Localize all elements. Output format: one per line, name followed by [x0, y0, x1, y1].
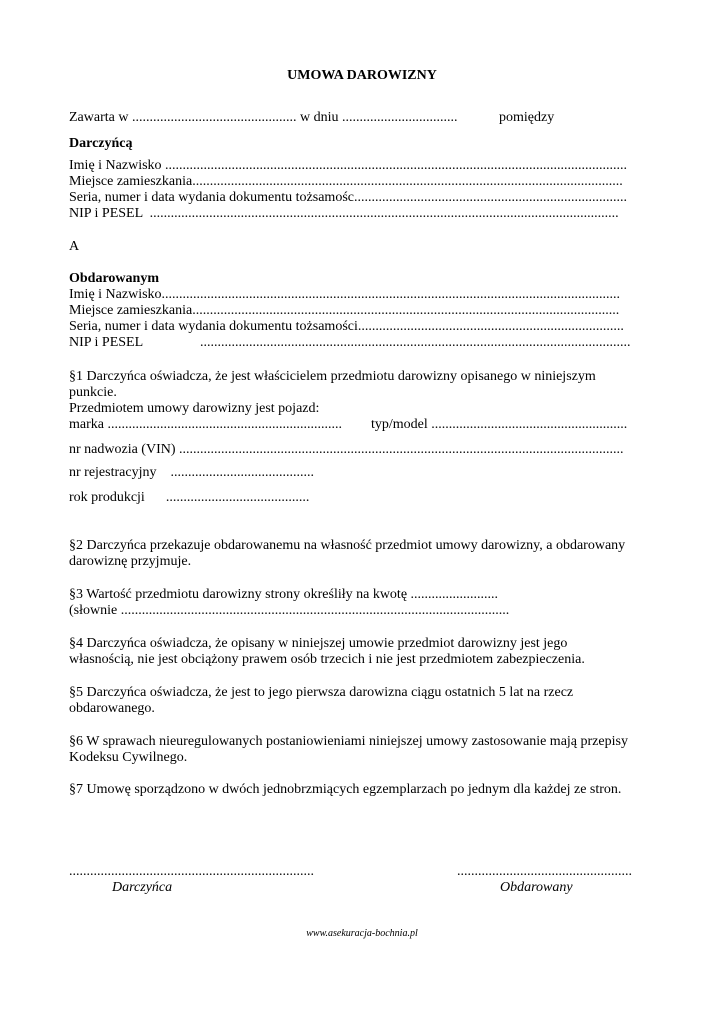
recipient-nip-dots: ...........................................................................................................................: [200, 335, 631, 350]
recipient-signature-line: ..................................................: [457, 864, 632, 879]
vehicle-registration-field: nr rejestracyjny .........................................: [69, 465, 314, 480]
recipient-document-field: Seria, numer i data wydania dokumentu tożsamości............................................................................: [69, 319, 624, 334]
intro-between: pomiędzy: [499, 110, 555, 125]
donor-signature-line: ......................................................................: [69, 864, 314, 879]
section2-line2: darowiznę przyjmuje.: [69, 554, 192, 569]
section1-line1: §1 Darczyńca oświadcza, że jest właścicielem przedmiotu darowizny opisanego w niniejszym: [69, 369, 596, 384]
recipient-name-field: Imię i Nazwisko...................................................................................................................................: [69, 287, 621, 302]
donor-nip-field: NIP i PESEL ......................................................................................................................................: [69, 206, 619, 221]
section6-line2: Kodeksu Cywilnego.: [69, 750, 188, 765]
recipient-signature-label: Obdarowany: [500, 880, 573, 895]
section5-line1: §5 Darczyńca oświadcza, że jest to jego pierwsza darowizna ciągu ostatnich 5 lat na rzecz: [69, 685, 574, 700]
donor-signature-label: Darczyńca: [112, 880, 173, 895]
section6-line1: §6 W sprawach nieuregulowanych postaniowieniami niniejszej umowy zastosowanie mają przepisy: [69, 734, 628, 749]
donor-name-field: Imię i Nazwisko ....................................................................................................................................: [69, 158, 628, 173]
section4-line1: §4 Darczyńca oświadcza, że opisany w niniejszej umowie przedmiot darowizny jest jego: [69, 636, 568, 651]
footer-url: www.asekuracja-bochnia.pl: [306, 928, 418, 939]
section3-line1: §3 Wartość przedmiotu darowizny strony określiły na kwotę .........................: [69, 587, 499, 602]
donor-heading: Darczyńcą: [69, 136, 133, 151]
section2-line1: §2 Darczyńca przekazuje obdarowanemu na własność przedmiot umowy darowizny, a obdarowany: [69, 538, 626, 553]
donor-document-field: Seria, numer i data wydania dokumentu tożsamośc..............................................................................: [69, 190, 627, 205]
donor-address-field: Miejsce zamieszkania...........................................................................................................................: [69, 174, 623, 189]
section1-line3: Przedmiotem umowy darowizny jest pojazd:: [69, 401, 320, 416]
recipient-heading: Obdarowanym: [69, 271, 159, 286]
recipient-nip-label: NIP i PESEL: [69, 335, 144, 350]
recipient-address-field: Miejsce zamieszkania..........................................................................................................................: [69, 303, 620, 318]
vehicle-vin-field: nr nadwozia (VIN) ...............................................................................................................................: [69, 442, 624, 457]
section4-line2: własnością, nie jest obciążony prawem osób trzecich i nie jest przedmiotem zabezpieczenia.: [69, 652, 585, 667]
vehicle-year-field: rok produkcji .........................................: [69, 490, 310, 505]
section5-line2: obdarowanego.: [69, 701, 155, 716]
intro-line: Zawarta w ............................................... w dniu .................................: [69, 110, 458, 125]
vehicle-make-field: marka ...................................................................: [69, 417, 342, 432]
vehicle-model-field: typ/model ........................................................: [371, 417, 628, 432]
section7-line1: §7 Umowę sporządzono w dwóch jednobrzmiących egzemplarzach po jednym dla każdej ze stron.: [69, 782, 622, 797]
section3-line2: (słownie ...............................................................................................................: [69, 603, 510, 618]
document-title: UMOWA DAROWIZNY: [287, 68, 437, 83]
conjunction: A: [69, 239, 80, 254]
section1-line2: punkcie.: [69, 385, 117, 400]
